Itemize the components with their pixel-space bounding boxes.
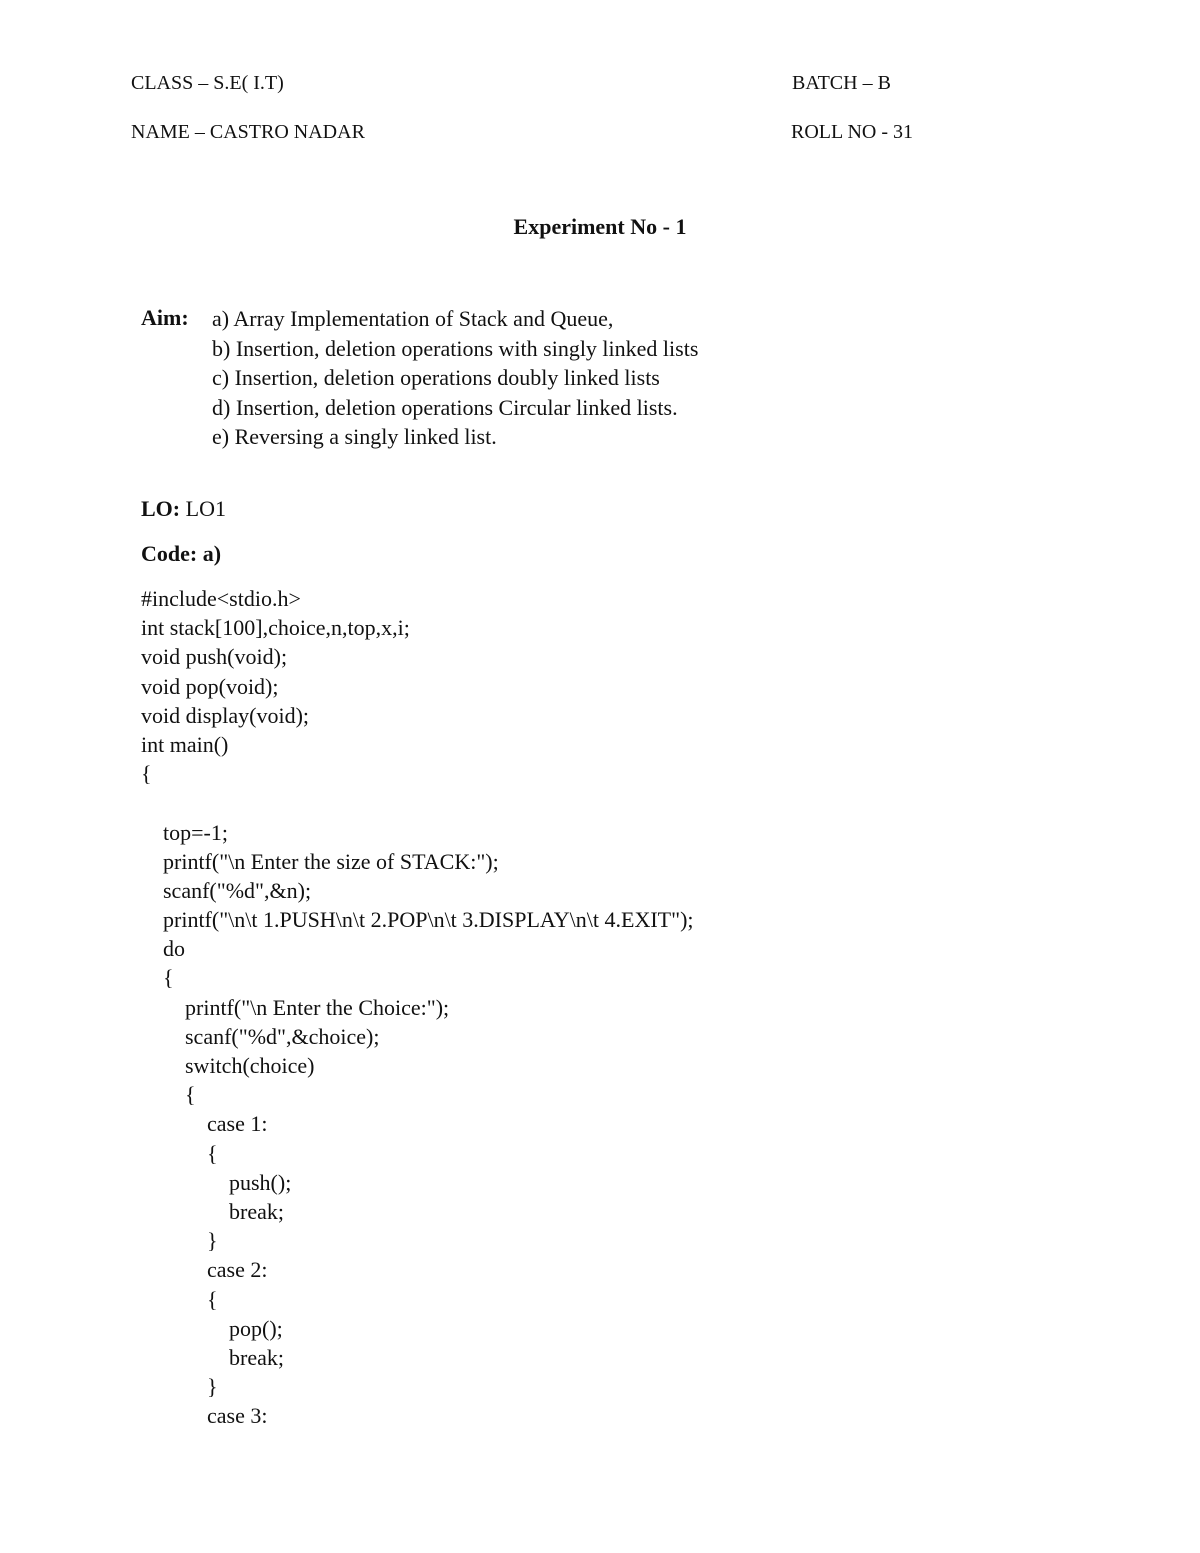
code-line: case 3: <box>141 1403 268 1429</box>
code-line: int main() <box>141 731 229 757</box>
lo-label: LO: <box>141 496 181 521</box>
code-line: #include<stdio.h> <box>141 586 301 611</box>
code-line: pop(); <box>141 1315 283 1341</box>
batch-info: BATCH – B <box>792 72 891 94</box>
aim-label: Aim: <box>141 305 189 330</box>
code-line: push(); <box>141 1169 292 1195</box>
code-line: break; <box>141 1198 284 1224</box>
code-line: void push(void); <box>141 644 288 670</box>
code-label: Code: a) <box>141 541 222 566</box>
code-line: } <box>141 1374 218 1400</box>
aim-item: b) Insertion, deletion operations with singly linked lists <box>212 335 699 361</box>
code-line: printf("\n\t 1.PUSH\n\t 2.POP\n\t 3.DISPLAY\n\t 4.EXIT"); <box>141 907 694 933</box>
code-line <box>141 788 694 817</box>
aim-item: a) Array Implementation of Stack and Queue, <box>212 306 614 331</box>
code-line: { <box>141 1082 196 1108</box>
code-line: scanf("%d",&n); <box>141 877 312 903</box>
lo-value: LO1 <box>180 496 226 521</box>
code-line: { <box>141 965 174 991</box>
code-line: case 1: <box>141 1111 268 1137</box>
aim-list <box>212 304 698 452</box>
code-line: { <box>141 1140 218 1166</box>
code-line: top=-1; <box>141 819 228 845</box>
code-line: do <box>141 936 185 962</box>
code-line: int stack[100],choice,n,top,x,i; <box>141 615 410 641</box>
aim-item: d) Insertion, deletion operations Circular linked lists. <box>212 394 678 420</box>
code-line: } <box>141 1228 218 1254</box>
learning-outcome <box>141 496 226 522</box>
code-listing <box>141 584 694 1430</box>
aim-item: c) Insertion, deletion operations doubly linked lists <box>212 365 660 390</box>
experiment-title: Experiment No - 1 <box>513 214 687 239</box>
code-line: break; <box>141 1344 284 1370</box>
code-line: printf("\n Enter the Choice:"); <box>141 994 450 1020</box>
student-name: NAME – CASTRO NADAR <box>131 121 365 143</box>
code-line: void pop(void); <box>141 673 279 699</box>
code-line: { <box>141 761 152 787</box>
class-info: CLASS – S.E( I.T) <box>131 72 284 94</box>
aim-item: e) Reversing a singly linked list. <box>212 424 497 449</box>
code-line: case 2: <box>141 1257 268 1283</box>
roll-number: ROLL NO - 31 <box>791 121 914 143</box>
code-line: switch(choice) <box>141 1053 315 1078</box>
code-line: printf("\n Enter the size of STACK:"); <box>141 848 499 874</box>
code-line: scanf("%d",&choice); <box>141 1023 380 1049</box>
code-line: void display(void); <box>141 702 310 728</box>
code-line: { <box>141 1286 218 1312</box>
